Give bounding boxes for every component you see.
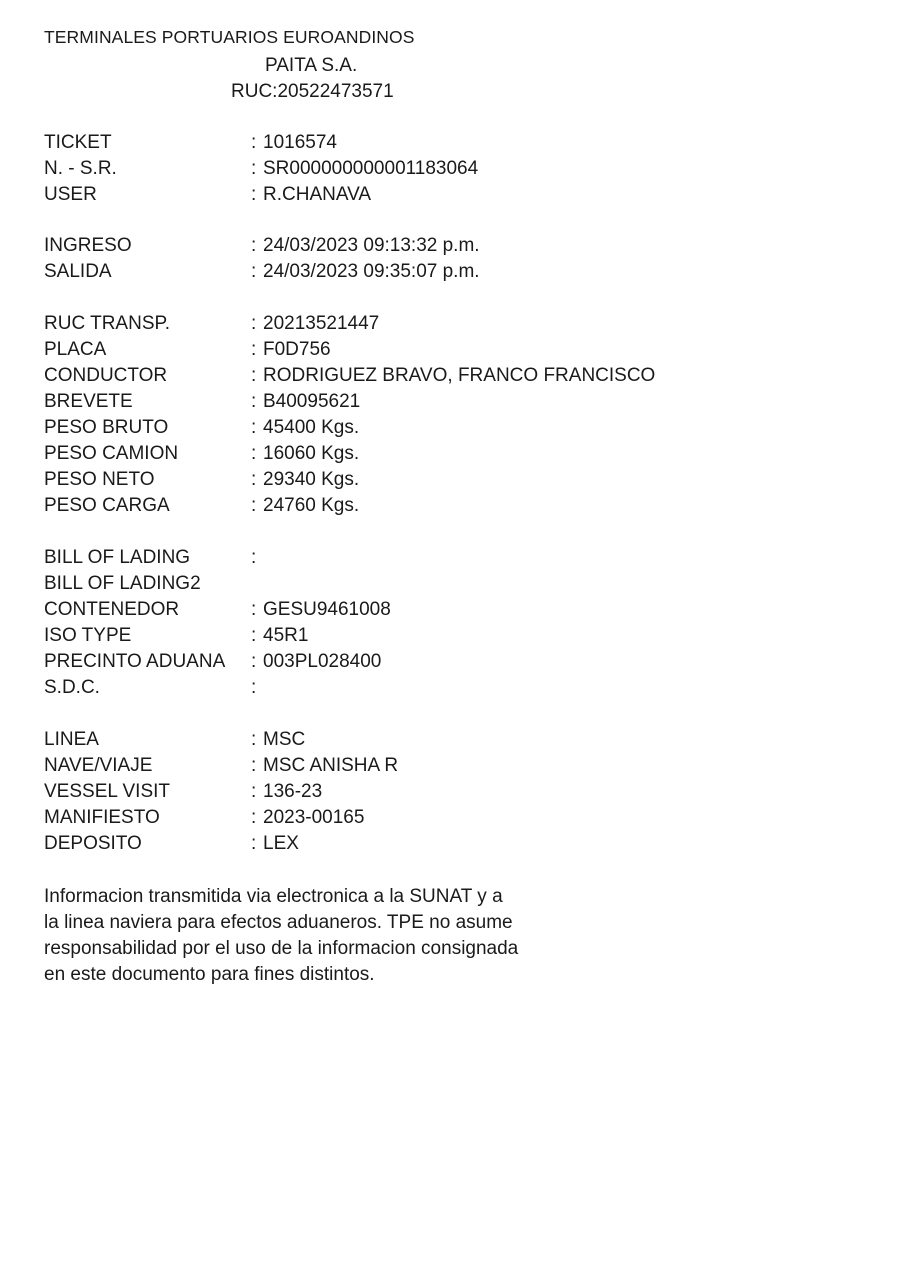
field-value: MSC	[263, 729, 306, 750]
field-row	[44, 467, 864, 493]
field-separator: :	[251, 755, 257, 776]
disclaimer-text	[44, 884, 604, 988]
field-value: 003PL028400	[263, 651, 382, 672]
field-label: SALIDA	[44, 261, 112, 282]
field-row	[44, 441, 864, 467]
field-separator: :	[251, 729, 257, 750]
company-ruc: RUC:20522473571	[231, 81, 394, 102]
field-label: USER	[44, 184, 97, 205]
disclaimer-line: la linea naviera para efectos aduaneros. TPE no asume	[44, 912, 513, 933]
field-value: 16060 Kgs.	[263, 443, 360, 464]
field-label: CONDUCTOR	[44, 365, 168, 386]
field-separator: :	[251, 547, 257, 568]
field-value: SR000000000001183064	[263, 158, 479, 179]
field-label: BILL OF LADING2	[44, 573, 201, 594]
field-separator: :	[251, 184, 257, 205]
field-value: GESU9461008	[263, 599, 391, 620]
field-row	[44, 571, 864, 597]
field-label: ISO TYPE	[44, 625, 132, 646]
field-separator: :	[251, 677, 257, 698]
field-separator: :	[251, 158, 257, 179]
field-label: RUC TRANSP.	[44, 313, 170, 334]
field-separator: :	[251, 365, 257, 386]
field-value: 136-23	[263, 781, 323, 802]
field-value: R.CHANAVA	[263, 184, 372, 205]
field-value: 45R1	[263, 625, 309, 646]
field-value: 29340 Kgs.	[263, 469, 360, 490]
field-label: MANIFIESTO	[44, 807, 160, 828]
field-value: 24/03/2023 09:13:32 p.m.	[263, 235, 480, 256]
field-label: CONTENEDOR	[44, 599, 180, 620]
field-label: S.D.C.	[44, 677, 100, 698]
field-row	[44, 597, 864, 623]
disclaimer-line: en este documento para fines distintos.	[44, 964, 375, 985]
disclaimer-line: responsabilidad por el uso de la informacion consignada	[44, 938, 519, 959]
field-row	[44, 363, 864, 389]
field-row	[44, 727, 864, 753]
field-value: RODRIGUEZ BRAVO, FRANCO FRANCISCO	[263, 365, 656, 386]
field-label: N. - S.R.	[44, 158, 117, 179]
cargo-section	[44, 545, 864, 701]
field-label: INGRESO	[44, 235, 132, 256]
field-label: BREVETE	[44, 391, 133, 412]
field-value: 24/03/2023 09:35:07 p.m.	[263, 261, 480, 282]
field-row	[44, 649, 864, 675]
field-row	[44, 130, 864, 156]
field-row	[44, 779, 864, 805]
field-label: PESO CAMION	[44, 443, 179, 464]
field-separator: :	[251, 235, 257, 256]
field-separator: :	[251, 469, 257, 490]
field-row	[44, 337, 864, 363]
field-separator: :	[251, 132, 257, 153]
field-row	[44, 831, 864, 857]
field-separator: :	[251, 625, 257, 646]
field-separator: :	[251, 391, 257, 412]
field-label: BILL OF LADING	[44, 547, 191, 568]
times-section	[44, 233, 864, 285]
field-row	[44, 182, 864, 208]
field-separator: :	[251, 443, 257, 464]
field-row	[44, 389, 864, 415]
field-label: VESSEL VISIT	[44, 781, 171, 802]
field-label: NAVE/VIAJE	[44, 755, 153, 776]
field-value: B40095621	[263, 391, 361, 412]
field-row	[44, 545, 864, 571]
field-separator: :	[251, 651, 257, 672]
field-row	[44, 675, 864, 701]
field-separator: :	[251, 495, 257, 516]
field-separator: :	[251, 417, 257, 438]
field-value: 45400 Kgs.	[263, 417, 360, 438]
company-name: TERMINALES PORTUARIOS EUROANDINOS	[44, 27, 415, 47]
company-subtitle: PAITA S.A.	[265, 55, 358, 76]
field-label: PESO BRUTO	[44, 417, 169, 438]
field-label: DEPOSITO	[44, 833, 142, 854]
field-value: 24760 Kgs.	[263, 495, 360, 516]
field-separator: :	[251, 807, 257, 828]
field-separator: :	[251, 339, 257, 360]
field-row	[44, 493, 864, 519]
field-row	[44, 259, 864, 285]
field-value: F0D756	[263, 339, 331, 360]
disclaimer-line: Informacion transmitida via electronica a la SUNAT y a	[44, 886, 503, 907]
field-separator: :	[251, 781, 257, 802]
field-row	[44, 156, 864, 182]
field-label: TICKET	[44, 132, 112, 153]
shipping-section	[44, 727, 864, 857]
field-value: MSC ANISHA R	[263, 755, 399, 776]
field-label: PESO CARGA	[44, 495, 170, 516]
field-value: LEX	[263, 833, 299, 854]
field-value: 2023-00165	[263, 807, 365, 828]
field-row	[44, 805, 864, 831]
field-row	[44, 623, 864, 649]
field-row	[44, 233, 864, 259]
field-separator: :	[251, 261, 257, 282]
field-label: PLACA	[44, 339, 107, 360]
field-value: 1016574	[263, 132, 337, 153]
field-label: PESO NETO	[44, 469, 155, 490]
field-separator: :	[251, 313, 257, 334]
field-label: LINEA	[44, 729, 99, 750]
field-row	[44, 311, 864, 337]
field-row	[44, 415, 864, 441]
field-label: PRECINTO ADUANA	[44, 651, 226, 672]
ticket-info-section	[44, 130, 864, 208]
field-value: 20213521447	[263, 313, 380, 334]
transport-section	[44, 311, 864, 519]
field-separator: :	[251, 833, 257, 854]
field-separator: :	[251, 599, 257, 620]
field-row	[44, 753, 864, 779]
